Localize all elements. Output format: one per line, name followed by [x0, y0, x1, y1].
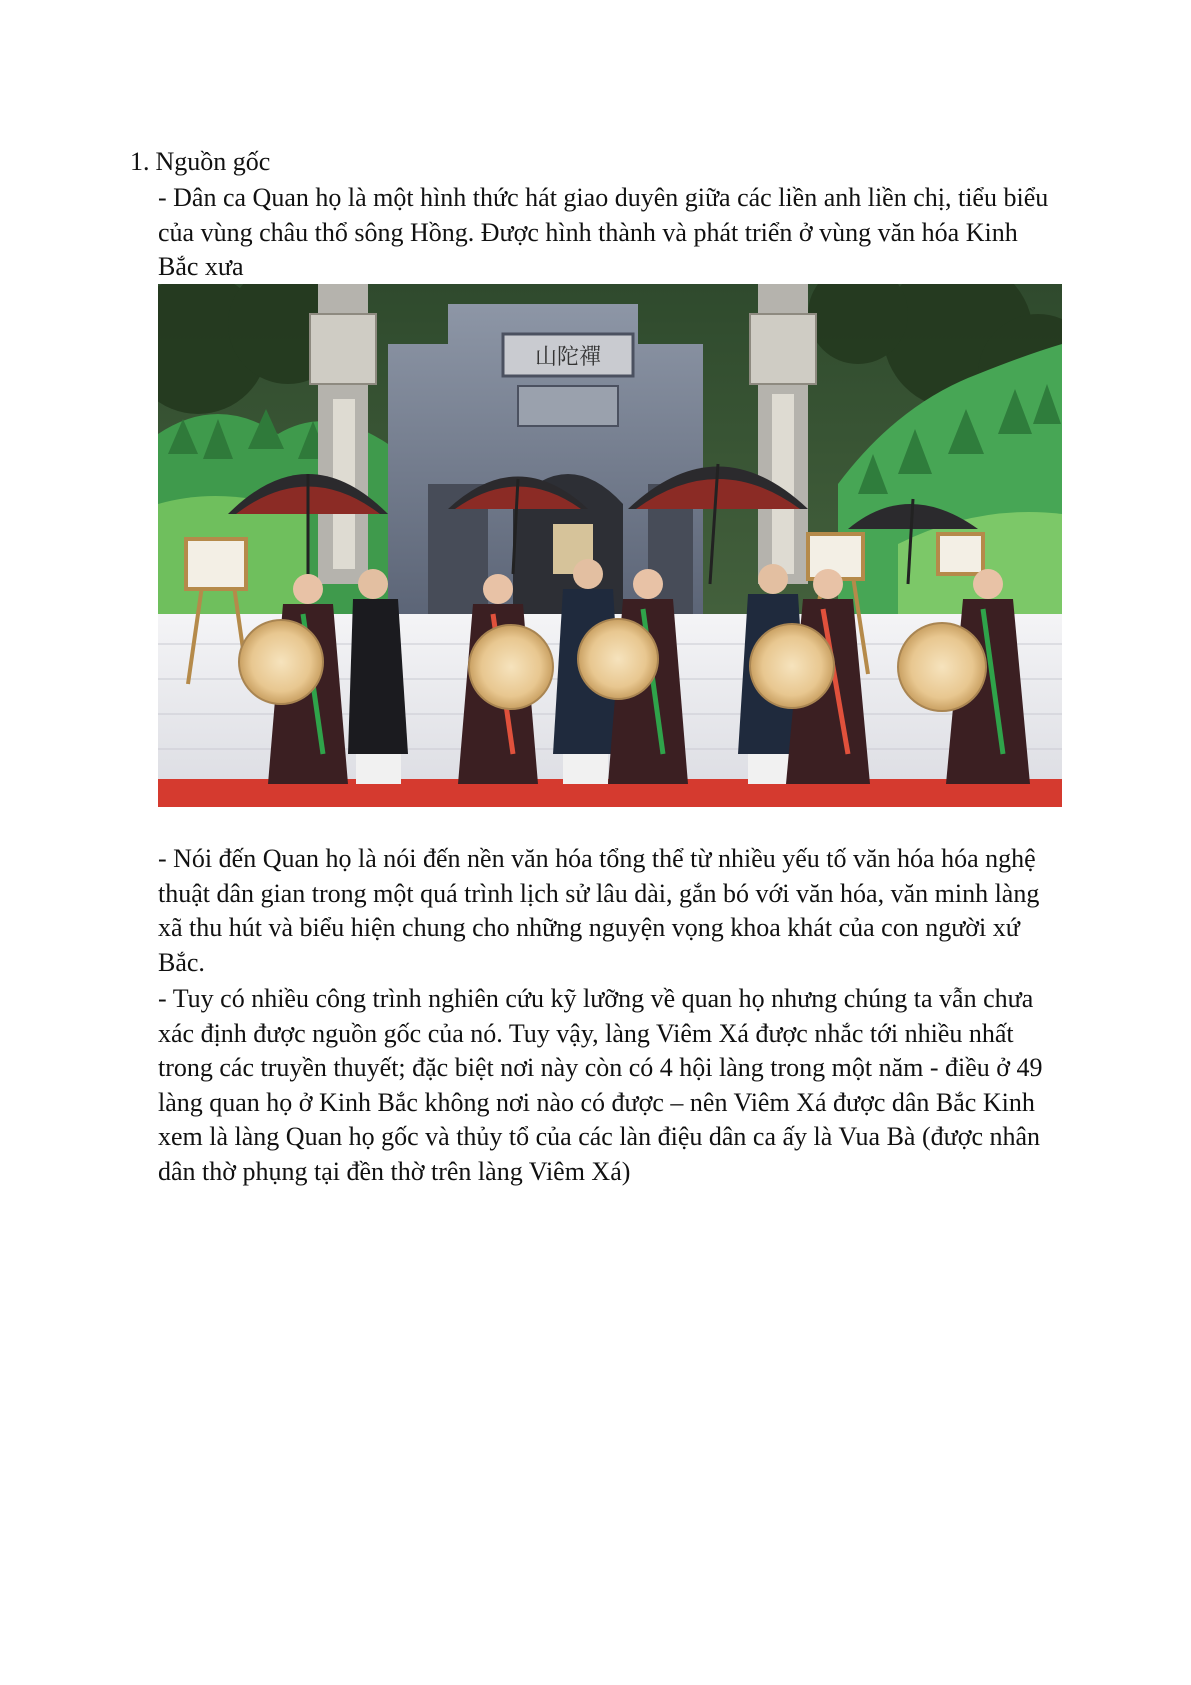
gate-plaque-text: 山陀禪: [534, 345, 602, 370]
left-pillar: [310, 284, 376, 584]
paragraph-research: - Tuy có nhiều công trình nghiên cứu kỹ lưỡng về quan họ nhưng chúng ta vẫn chưa xác định được nguồn gốc của nó. Tuy vậy, làng Viêm Xá được nhắc tới nhiều nhất trong các truyền thuyết; đặc biệt nơi này còn có 4 hội làng trong một năm - điều ở 49 làng quan họ ở Kinh Bắc không nơi nào có được – nên Viêm Xá được dân Bắc Kinh xem là làng Quan họ gốc và thủy tổ của các làn điệu dân ca ấy là Vua Bà (được nhân dân thờ phụng tại đền thờ trên làng Viêm Xá): [158, 984, 1043, 1186]
paragraph-culture: - Nói đến Quan họ là nói đến nền văn hóa tổng thể từ nhiều yếu tố văn hóa hóa nghệ thuật dân gian trong một quá trình lịch sử lâu dài, gắn bó với văn hóa, văn minh làng xã thu hút và biểu hiện chung cho những nguyện vọng khoa khát của con người xứ Bắc.: [158, 844, 1040, 977]
temple-gate: [388, 304, 703, 614]
quan-ho-performance-photo: [158, 284, 1062, 807]
section-number: 1.: [130, 147, 150, 176]
section-title: Nguồn gốc: [155, 147, 271, 176]
paragraph-origin: - Dân ca Quan họ là một hình thức hát giao duyên giữa các liền anh liền chị, tiểu biểu của vùng châu thổ sông Hồng. Được hình thành và phát triển ở vùng văn hóa Kinh Bắc xưa: [158, 183, 1049, 281]
section-heading: [130, 146, 270, 178]
